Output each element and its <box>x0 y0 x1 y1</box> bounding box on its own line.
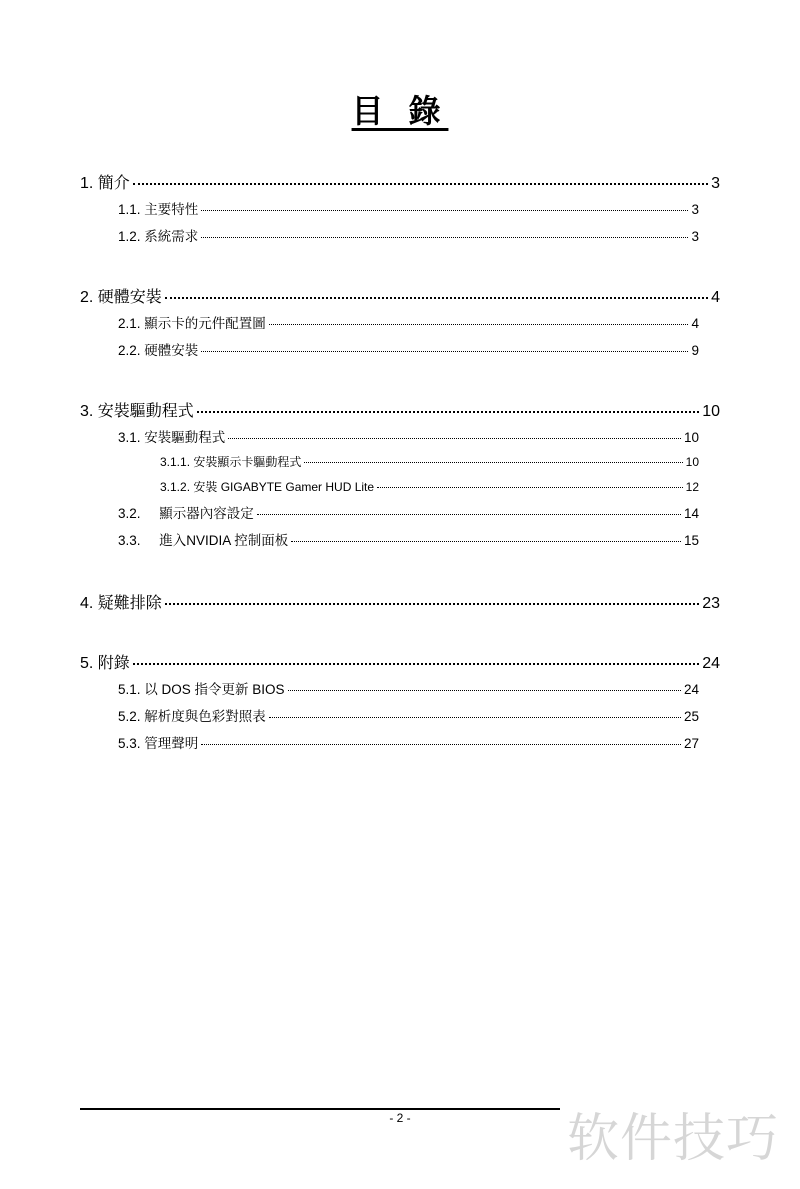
toc-entry-page: 25 <box>683 709 699 724</box>
toc-entry-label: 4. 疑難排除 <box>80 595 162 612</box>
toc-entry-label: 5.3. 管理聲明 <box>118 736 199 751</box>
toc-entry-4[interactable] <box>80 590 720 613</box>
leader-dots <box>201 351 688 352</box>
toc-entry-page: 15 <box>683 533 699 548</box>
toc-entry-page: 14 <box>683 506 699 521</box>
toc-entry-5[interactable] <box>80 650 720 673</box>
toc-entry-label: 5. 附錄 <box>80 655 130 672</box>
toc-entry-label: 3.1. 安裝驅動程式 <box>118 430 226 445</box>
leader-dots <box>133 183 708 185</box>
toc-entry-2[interactable] <box>80 284 720 307</box>
toc-entry-1[interactable] <box>80 170 720 193</box>
leader-dots <box>269 717 681 718</box>
leader-dots <box>269 324 689 325</box>
leader-dots <box>133 663 699 665</box>
toc-entry-page: 3 <box>691 229 699 244</box>
leader-dots <box>165 603 699 605</box>
toc-entry-label: 2.1. 顯示卡的元件配置圖 <box>118 316 266 331</box>
toc-entry-page: 10 <box>683 430 699 445</box>
toc-entry-page: 12 <box>685 480 699 494</box>
footer-page-number: - 2 - <box>389 1111 411 1125</box>
toc-entry-label: 3.3. 進入NVIDIA 控制面板 <box>118 533 289 548</box>
toc-entry-label: 3. 安裝驅動程式 <box>80 403 194 420</box>
leader-dots <box>201 237 688 238</box>
toc-entry-3-1[interactable] <box>118 426 699 446</box>
toc-entry-page: 3 <box>711 175 720 192</box>
toc-entry-5-2[interactable] <box>118 705 699 725</box>
toc-entry-2-2[interactable] <box>118 339 699 359</box>
toc-entry-3-1-2[interactable] <box>160 478 699 495</box>
leader-dots <box>304 462 682 463</box>
toc-entry-page: 10 <box>685 455 699 469</box>
toc-entry-page: 27 <box>683 736 699 751</box>
toc-entry-page: 23 <box>702 595 720 612</box>
toc-entry-1-1[interactable] <box>118 198 699 218</box>
leader-dots <box>201 210 688 211</box>
toc-entry-5-1[interactable] <box>118 678 699 698</box>
toc-entry-page: 3 <box>691 202 699 217</box>
toc-entry-3-2[interactable] <box>118 502 699 522</box>
toc-entry-5-3[interactable] <box>118 732 699 752</box>
toc-entry-label: 5.1. 以 DOS 指令更新 BIOS <box>118 682 285 697</box>
leader-dots <box>291 541 681 542</box>
toc-entry-label: 5.2. 解析度與色彩對照表 <box>118 709 266 724</box>
toc-entry-label: 1. 簡介 <box>80 175 130 192</box>
leader-dots <box>228 438 681 439</box>
toc-entry-page: 4 <box>691 316 699 331</box>
toc-entry-label: 3.1.1. 安裝顯示卡驅動程式 <box>160 455 302 469</box>
toc-entry-page: 24 <box>702 655 720 672</box>
toc-entry-label: 3.1.2. 安裝 GIGABYTE Gamer HUD Lite <box>160 480 375 494</box>
toc-entry-page: 10 <box>702 403 720 420</box>
toc-entry-3[interactable] <box>80 398 720 421</box>
footer-rule <box>80 1108 560 1110</box>
toc-entry-page: 24 <box>683 682 699 697</box>
leader-dots <box>288 690 681 691</box>
toc-entry-2-1[interactable] <box>118 312 699 332</box>
toc-entry-1-2[interactable] <box>118 225 699 245</box>
leader-dots <box>377 487 683 488</box>
toc-entry-3-1-1[interactable] <box>160 453 699 470</box>
watermark-text: 软件技巧 <box>567 1109 780 1169</box>
toc-entry-label: 3.2. 顯示器內容設定 <box>118 506 254 521</box>
toc-entry-page: 4 <box>711 289 720 306</box>
leader-dots <box>257 514 681 515</box>
leader-dots <box>197 411 699 413</box>
toc-entry-label: 2.2. 硬體安裝 <box>118 343 199 358</box>
leader-dots <box>165 297 708 299</box>
toc-entry-label: 1.2. 系統需求 <box>118 229 199 244</box>
leader-dots <box>201 744 681 745</box>
toc-entry-label: 1.1. 主要特性 <box>118 202 199 217</box>
toc-entry-3-3[interactable] <box>118 529 699 549</box>
toc-entry-page: 9 <box>691 343 699 358</box>
toc-entry-label: 2. 硬體安裝 <box>80 289 162 306</box>
page-title: 目 錄 <box>351 93 449 129</box>
